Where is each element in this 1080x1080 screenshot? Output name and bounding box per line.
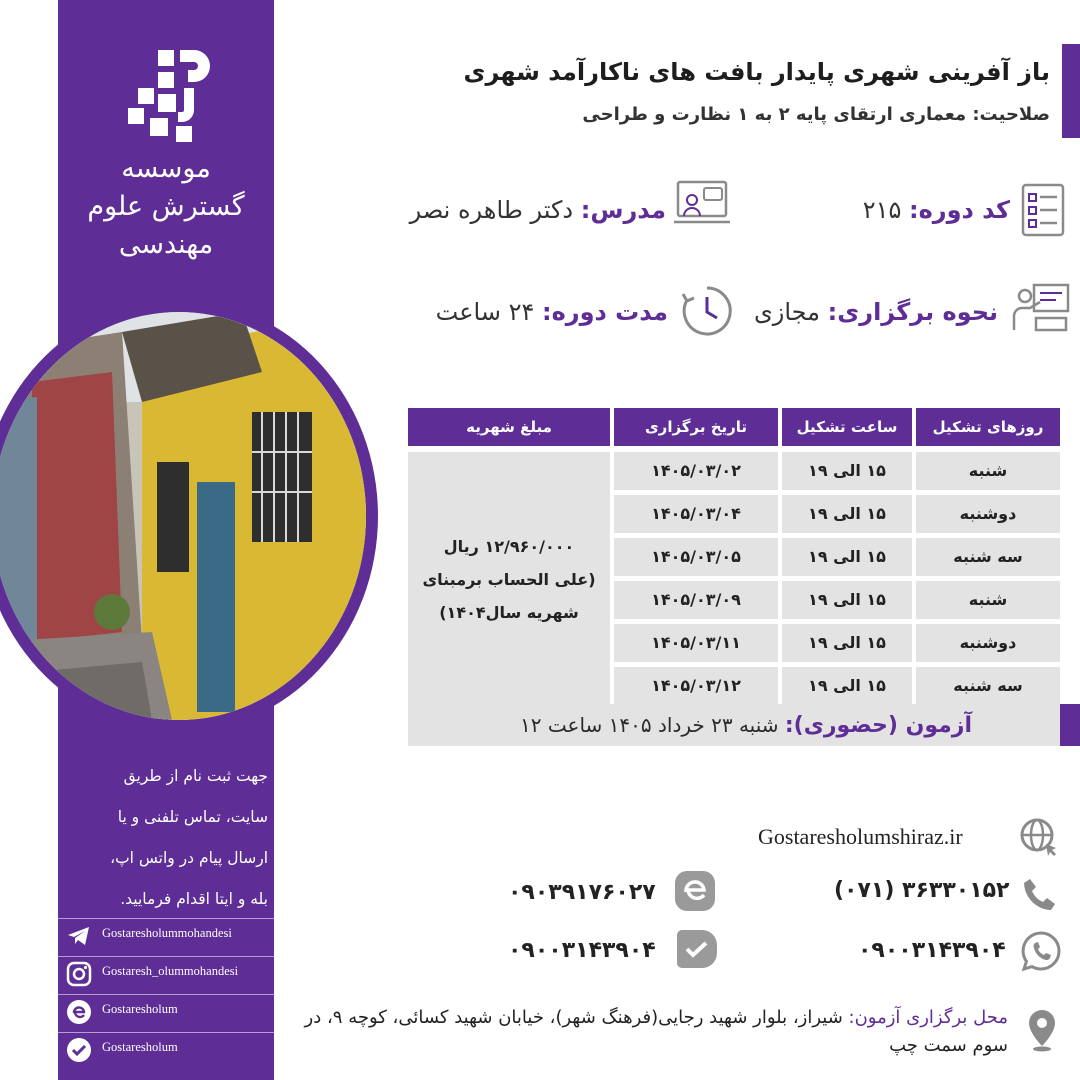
- registration-line1: جهت ثبت نام از طریق: [123, 767, 268, 785]
- title-accent-bar: [1062, 44, 1080, 138]
- exam-info: [408, 704, 1060, 746]
- eitaa-handle: Gostaresholum: [102, 1002, 178, 1016]
- table-header-days: روزهای تشکیل: [916, 408, 1060, 446]
- bale-phone[interactable]: ۰۹۰۰۳۱۴۳۹۰۴: [508, 938, 656, 963]
- eitaa-icon: [65, 998, 93, 1026]
- organization-name: [58, 150, 274, 264]
- row3-time: ۱۵ الی ۱۹: [782, 538, 912, 576]
- teacher-name: دکتر طاهره نصر: [409, 196, 574, 224]
- exam-datetime: شنبه ۲۳ خرداد ۱۴۰۵ ساعت ۱۲: [520, 713, 779, 737]
- presentation-icon: [1012, 282, 1072, 334]
- registration-line3: ارسال پیام در واتس اپ،: [110, 849, 268, 867]
- bale-link[interactable]: [58, 1034, 274, 1066]
- delivery-mode-value: مجازی: [753, 298, 821, 326]
- table-header-time: ساعت تشکیل: [782, 408, 912, 446]
- telegram-link[interactable]: [58, 920, 274, 952]
- fee-line1: ۱۲/۹۶۰/۰۰۰ ریال: [443, 536, 575, 556]
- duration-label: مدت دوره:: [541, 298, 668, 326]
- phone-icon: [1022, 876, 1058, 912]
- bale-icon: [65, 1036, 93, 1064]
- logo-icon: [128, 44, 212, 144]
- exam-location-label: محل برگزاری آزمون:: [848, 1007, 1008, 1028]
- exam-accent-bar: [1060, 704, 1080, 746]
- registration-note: [62, 756, 268, 920]
- row6-time: ۱۵ الی ۱۹: [782, 667, 912, 705]
- org-name-line1: موسسه: [121, 153, 211, 184]
- course-code: [863, 196, 1010, 224]
- row3-date: ۱۴۰۵/۰۳/۰۵: [614, 538, 778, 576]
- row1-date: ۱۴۰۵/۰۳/۰۲: [614, 452, 778, 490]
- row6-day: سه شنبه: [916, 667, 1060, 705]
- landline-phone[interactable]: (۰۷۱) ۳۶۳۳۰۱۵۲: [834, 878, 1010, 903]
- exam-location-address: شیراز، بلوار شهید رجایی(فرهنگ شهر)، خیابان شهید کسائی، کوچه ۹، در سوم سمت چپ: [304, 1007, 1008, 1056]
- divider: [58, 1032, 274, 1033]
- row3-day: سه شنبه: [916, 538, 1060, 576]
- bale-handle: Gostaresholum: [102, 1040, 178, 1054]
- row6-date: ۱۴۰۵/۰۳/۱۲: [614, 667, 778, 705]
- clock-icon: [680, 284, 734, 338]
- checklist-icon: [1020, 182, 1066, 238]
- exam-label: آزمون (حضوری):: [784, 713, 972, 738]
- eitaa-contact-icon: [672, 868, 718, 914]
- fee-line2: (علی الحساب برمبنای: [422, 569, 596, 589]
- row4-date: ۱۴۰۵/۰۳/۰۹: [614, 581, 778, 619]
- row2-time: ۱۵ الی ۱۹: [782, 495, 912, 533]
- registration-line2: سایت، تماس تلفنی و یا: [117, 808, 268, 826]
- exam-location: [288, 1004, 1008, 1060]
- eitaa-phone[interactable]: ۰۹۰۳۹۱۷۶۰۲۷: [508, 880, 656, 905]
- row1-day: شنبه: [916, 452, 1060, 490]
- whatsapp-phone[interactable]: ۰۹۰۰۳۱۴۳۹۰۴: [858, 938, 1006, 963]
- course-qualification: صلاحیت: معماری ارتقای پایه ۲ به ۱ نظارت و طراحی: [582, 104, 1050, 125]
- course-title: باز آفرینی شهری پایدار بافت های ناکارآمد شهری: [463, 58, 1050, 86]
- instagram-link[interactable]: [58, 958, 274, 990]
- bale-contact-icon: [674, 926, 720, 972]
- row2-day: دوشنبه: [916, 495, 1060, 533]
- location-pin-icon: [1026, 1008, 1058, 1052]
- row2-date: ۱۴۰۵/۰۳/۰۴: [614, 495, 778, 533]
- course-code-value: ۲۱۵: [862, 196, 902, 224]
- org-name-line2: گسترش علوم: [87, 191, 245, 222]
- table-header-fee: مبلغ شهریه: [408, 408, 610, 446]
- whatsapp-icon: [1020, 930, 1062, 972]
- row4-day: شنبه: [916, 581, 1060, 619]
- table-header-date: تاریخ برگزاری: [614, 408, 778, 446]
- globe-icon: [1018, 816, 1060, 858]
- website-link[interactable]: Gostaresholumshiraz.ir: [758, 824, 963, 849]
- eitaa-link[interactable]: [58, 996, 274, 1028]
- instagram-handle: Gostaresh_olummohandesi: [102, 964, 239, 978]
- fee-line3: شهریه سال۱۴۰۴): [439, 602, 579, 622]
- delivery-mode-label: نحوه برگزاری:: [827, 298, 998, 326]
- org-name-line3: مهندسی: [118, 229, 214, 260]
- tuition-fee: [408, 452, 610, 706]
- telegram-handle: Gostaresholummohandesi: [102, 926, 232, 940]
- course-duration: [436, 298, 668, 326]
- row5-time: ۱۵ الی ۱۹: [782, 624, 912, 662]
- registration-line4: بله و ایتا اقدام فرمایید.: [120, 890, 268, 908]
- row5-day: دوشنبه: [916, 624, 1060, 662]
- divider: [58, 918, 274, 919]
- divider: [58, 994, 274, 995]
- duration-value: ۲۴ ساعت: [435, 298, 535, 326]
- row4-time: ۱۵ الی ۱۹: [782, 581, 912, 619]
- delivery-mode: [754, 298, 998, 326]
- row1-time: ۱۵ الی ۱۹: [782, 452, 912, 490]
- teacher-info: [410, 196, 666, 224]
- instagram-icon: [65, 960, 93, 988]
- street-photo-frame: [0, 300, 378, 732]
- telegram-icon: [65, 922, 93, 950]
- teacher-label: مدرس:: [580, 196, 666, 224]
- row5-date: ۱۴۰۵/۰۳/۱۱: [614, 624, 778, 662]
- street-photo: [0, 312, 366, 720]
- divider: [58, 956, 274, 957]
- online-teacher-icon: [674, 178, 730, 230]
- course-code-label: کد دوره:: [909, 196, 1010, 224]
